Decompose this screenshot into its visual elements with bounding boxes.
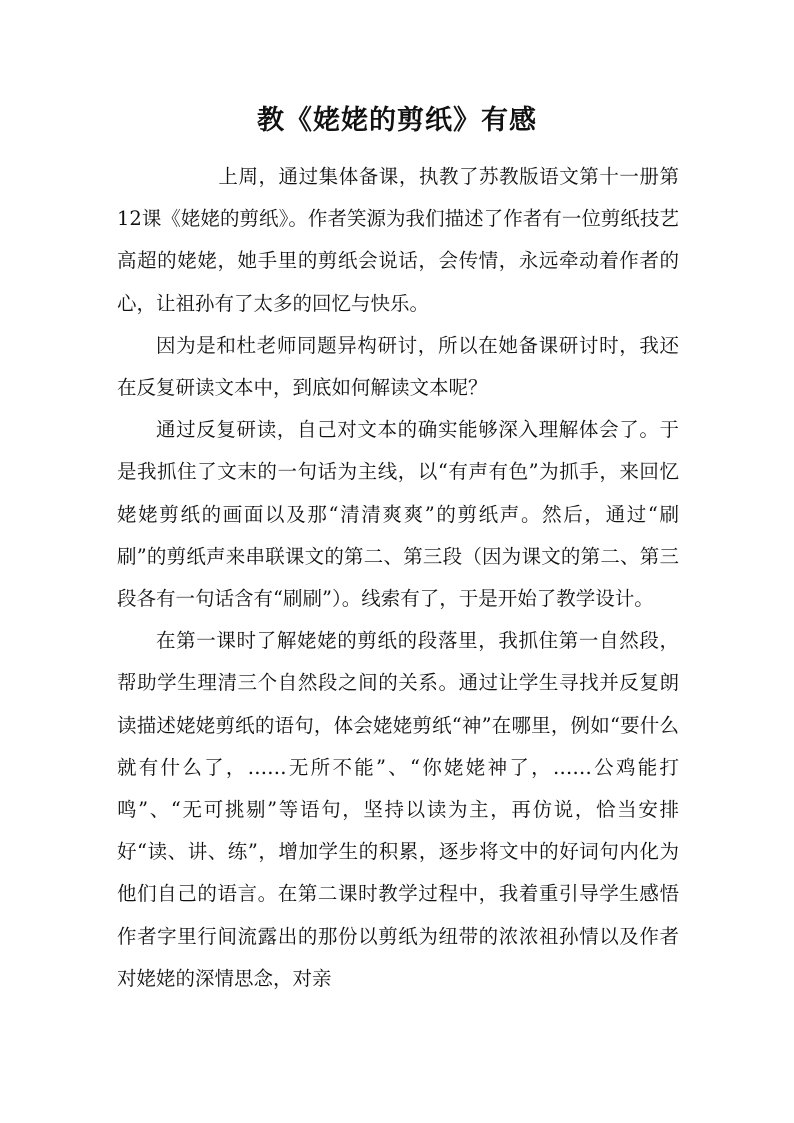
paragraph-2: 因为是和杜老师同题异构研讨，所以在她备课研讨时，我还在反复研读文本中，到底如何解读文本呢？ <box>117 333 679 400</box>
paragraph-4: 在第一课时了解姥姥的剪纸的段落里，我抓住第一自然段，帮助学生理清三个自然段之间的关系。通过让学生寻找并反复朗读描述姥姥剪纸的语句，体会姥姥剪纸“神”在哪里，例如“要什么就有什么了，……无所不能”、“你姥姥神了，……公鸡能打鸣”、“无可挑剔”等语句，坚持以读为主，再仿说，恰当安排好“读、讲、练”，增加学生的积累，逐步将文中的好词句内化为他们自己的语言。在第二课时教学过程中，我着重引导学生感悟作者字里行间流露出的那份以剪纸为纽带的浓浓祖孙情以及作者对姥姥的深情思念，对亲 <box>117 629 679 990</box>
paragraph-1: 上周，通过集体备课，执教了苏教版语文第十一册第12课《姥姥的剪纸》。作者笑源为我们描述了作者有一位剪纸技艺高超的姥姥，她手里的剪纸会说话，会传情，永远牵动着作者的心，让祖孙有了太多的回忆与快乐。 <box>117 165 679 315</box>
document-body <box>117 156 679 1000</box>
document-title: 教《姥姥的剪纸》有感 <box>257 105 537 136</box>
paragraph-3: 通过反复研读，自己对文本的确实能够深入理解体会了。于是我抓住了文末的一句话为主线，以“有声有色”为抓手，来回忆姥姥剪纸的画面以及那“清清爽爽”的剪纸声。然后，通过“刷刷”的剪纸声来串联课文的第二、第三段（因为课文的第二、第三段各有一句话含有“刷刷”）。线索有了，于是开始了教学设计。 <box>117 418 679 611</box>
